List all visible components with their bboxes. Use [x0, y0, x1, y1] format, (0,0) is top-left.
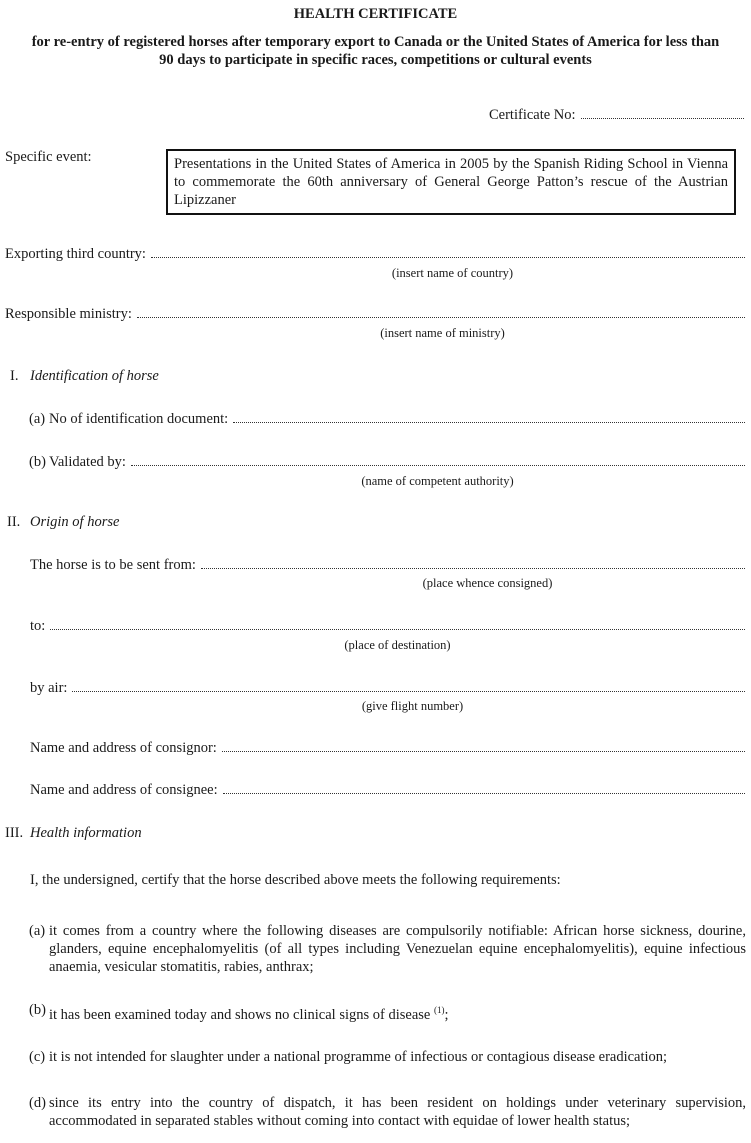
validated-by-dotted-line[interactable] — [131, 453, 745, 466]
health-item-b-body: it has been examined today and shows no clinical signs of disease — [49, 1006, 431, 1023]
health-item-b-suffix: ; — [444, 1006, 449, 1023]
specific-event-label: Specific event: — [5, 149, 92, 165]
sent-from-field[interactable] — [30, 556, 745, 574]
health-item-a-text: it comes from a country where the following diseases are compulsorily notifiable: African horse sickness, dourine, glanders, equine encephalomyelitis (of all types including Venezuelan equine encephalomyelitis), equine infectious anaemia, vesicular stomatitis, rabies, anthrax; — [49, 923, 746, 975]
responsible-ministry-dotted-line[interactable] — [137, 305, 745, 318]
certificate-subtitle-line2: 90 days to participate in specific races, competitions or cultural events — [159, 52, 592, 68]
section-1-a-number: (a) — [29, 411, 46, 427]
section-1-number: I. — [10, 368, 19, 384]
consignor-label: Name and address of consignor: — [30, 740, 217, 756]
health-item-b-text — [49, 1001, 449, 1024]
validated-by-field[interactable] — [49, 453, 745, 471]
health-item-a-number: (a) — [29, 923, 46, 939]
flight-number-dotted-line[interactable] — [72, 679, 745, 692]
responsible-ministry-hint: (insert name of ministry) — [380, 326, 505, 340]
sent-from-hint: (place whence consigned) — [422, 576, 553, 590]
exporting-country-field[interactable] — [5, 245, 745, 263]
consignee-label: Name and address of consignee: — [30, 782, 218, 798]
exporting-country-dotted-line[interactable] — [151, 245, 745, 258]
section-1-title: Identification of horse — [30, 368, 159, 384]
certificate-no-label: Certificate No: — [489, 107, 576, 123]
health-item-d-number: (d) — [29, 1095, 46, 1111]
sent-from-dotted-line[interactable] — [201, 556, 745, 569]
health-item-c-number: (c) — [29, 1049, 46, 1065]
footnote-reference[interactable]: (1) — [433, 1005, 445, 1015]
certificate-no-dotted-line[interactable] — [581, 106, 744, 119]
certificate-no-field[interactable] — [489, 106, 744, 124]
section-1-b-number: (b) — [29, 454, 46, 470]
section-2-title: Origin of horse — [30, 514, 120, 530]
specific-event-box: Presentations in the United States of America in 2005 by the Spanish Riding School in Vienna to commemorate the 60th anniversary of General George Patton’s rescue of the Austrian Lipizzaner — [166, 149, 736, 215]
health-item-d-text: since its entry into the country of dispatch, it has been resident on holdings under veterinary supervision, accommodated in separated stables without coming into contact with equidae of lower health status; — [49, 1095, 746, 1129]
consignor-dotted-line[interactable] — [222, 739, 745, 752]
destination-dotted-line[interactable] — [50, 617, 745, 630]
identification-document-label: No of identification document: — [49, 411, 229, 427]
health-item-c-text: it is not intended for slaughter under a national programme of infectious or contagious disease eradication; — [49, 1049, 668, 1065]
responsible-ministry-field[interactable] — [5, 305, 745, 323]
flight-number-hint: (give flight number) — [361, 699, 464, 713]
identification-document-field[interactable] — [49, 410, 745, 428]
flight-number-field[interactable] — [30, 679, 745, 697]
section-3-number: III. — [5, 825, 24, 841]
destination-field[interactable] — [30, 617, 745, 635]
certificate-subtitle-line1: for re-entry of registered horses after temporary export to Canada or the United States of America for less than — [31, 34, 720, 50]
destination-label: to: — [30, 618, 46, 634]
responsible-ministry-label: Responsible ministry: — [5, 306, 132, 322]
validated-by-label: Validated by: — [49, 454, 126, 470]
section-2-number: II. — [7, 514, 21, 530]
validated-by-hint: (name of competent authority) — [361, 474, 514, 488]
health-item-b-number: (b) — [29, 1002, 46, 1018]
consignee-field[interactable] — [30, 781, 745, 799]
section-3-title: Health information — [30, 825, 142, 841]
destination-hint: (place of destination) — [344, 638, 451, 652]
sent-from-label: The horse is to be sent from: — [30, 557, 196, 573]
certificate-title: HEALTH CERTIFICATE — [293, 6, 458, 22]
exporting-country-label: Exporting third country: — [5, 246, 146, 262]
health-intro: I, the undersigned, certify that the horse described above meets the following requirements: — [30, 872, 561, 888]
exporting-country-hint: (insert name of country) — [391, 266, 514, 280]
consignor-field[interactable] — [30, 739, 745, 757]
flight-number-label: by air: — [30, 680, 68, 696]
consignee-dotted-line[interactable] — [223, 781, 745, 794]
identification-document-dotted-line[interactable] — [233, 410, 745, 423]
